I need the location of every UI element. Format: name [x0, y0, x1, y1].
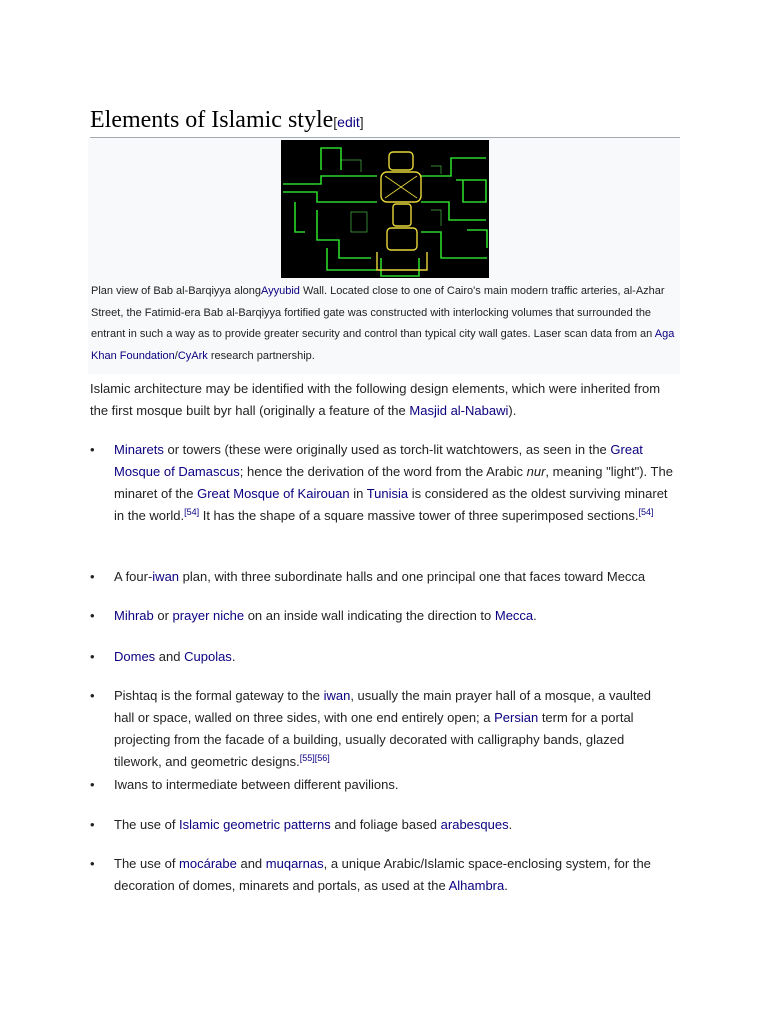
list-item-pishtaq: • Pishtaq is the formal gateway to the iwan, usually the main prayer hall of a mosque, a vaulted hall or space, walled on three sides, with one end entirely open; a Persian term for a portal projecting from the facade of a building, usually decorated with calligraphy bands, glazed tilework, and geometric designs.[55][56]	[114, 685, 674, 773]
link-cupolas[interactable]: Cupolas	[184, 649, 232, 664]
link-domes[interactable]: Domes	[114, 649, 156, 664]
list-item-geometric-patterns: • The use of Islamic geometric patterns and foliage based arabesques.	[114, 814, 674, 836]
link-mecca[interactable]: Mecca	[494, 608, 534, 623]
floor-plan-scan	[281, 140, 489, 278]
reference-56[interactable]: [56]	[314, 753, 330, 763]
reference-54[interactable]: [54]	[638, 507, 654, 517]
link-persian[interactable]: Persian	[494, 710, 539, 725]
link-iwan[interactable]: iwan	[152, 569, 180, 584]
figure-caption: Plan view of Bab al-Barqiyya alongAyyubid Wall. Located close to one of Cairo's main modern traffic arteries, al-Azhar Street, the Fatimid-era Bab al-Barqiyya fortified gate was constructed with interlocking volumes that surrounded the entrant in such a way as to provide greater security and control than typical city wall gates. Laser scan data from an Aga Khan Foundation/CyArk research partnership.	[91, 285, 675, 362]
link-great-mosque-of-kairouan[interactable]: Great Mosque of Kairouan	[197, 486, 350, 501]
link-muqarnas[interactable]: muqarnas	[265, 856, 324, 871]
link-mihrab[interactable]: Mihrab	[114, 608, 154, 623]
edit-section: [edit]	[333, 114, 364, 130]
link-tunisia[interactable]: Tunisia	[366, 486, 409, 501]
link-great-mosque-of-damascus[interactable]: Great Mosque of Damascus	[114, 442, 643, 479]
link-masjid-al-nabawi[interactable]: Masjid al-Nabawi	[409, 403, 509, 418]
link-cyark[interactable]: CyArk	[177, 349, 208, 362]
list-item-mocarabe: • The use of mocárabe and muqarnas, a unique Arabic/Islamic space-enclosing system, for the decoration of domes, minarets and portals, as used at the Alhambra.	[114, 853, 674, 897]
link-ayyubid[interactable]: Ayyubid	[260, 285, 300, 297]
link-aga-khan-foundation[interactable]: Aga Khan Foundation	[91, 328, 675, 362]
reference-54[interactable]: [54]	[184, 507, 200, 517]
list-item-iwans: • Iwans to intermediate between different pavilions.	[114, 774, 674, 796]
link-prayer-niche[interactable]: prayer niche	[172, 608, 245, 623]
edit-link[interactable]: edit	[337, 114, 360, 130]
link-islamic-geometric-patterns[interactable]: Islamic geometric patterns	[179, 817, 331, 832]
link-arabesques[interactable]: arabesques	[440, 817, 509, 832]
intro-paragraph: Islamic architecture may be identified with the following design elements, which were inherited from the first mosque built byr hall (originally a feature of the Masjid al-Nabawi).	[90, 381, 661, 418]
list-item-iwan-plan: • A four-iwan plan, with three subordinate halls and one principal one that faces toward Mecca	[114, 566, 674, 588]
link-minarets[interactable]: Minarets	[114, 442, 164, 457]
reference-55[interactable]: [55]	[299, 753, 315, 763]
plan-image[interactable]	[281, 140, 489, 278]
link-iwan[interactable]: iwan	[323, 688, 351, 703]
list-item-minarets: • Minarets or towers (these were originally used as torch-lit watchtowers, as seen in the Great Mosque of Damascus; hence the derivation of the word from the Arabic nur, meaning "light"). The minaret of the Great Mosque of Kairouan in Tunisia is considered as the oldest surviving minaret in the world.[54] It has the shape of a square massive tower of three superimposed sections.[54]	[114, 439, 674, 527]
section-title: Elements of Islamic style	[90, 107, 334, 133]
link-alhambra[interactable]: Alhambra	[448, 878, 505, 893]
figure	[88, 138, 680, 374]
list-item-mihrab: • Mihrab or prayer niche on an inside wall indicating the direction to Mecca.	[114, 605, 674, 627]
section-heading	[90, 104, 680, 138]
link-mocarabe[interactable]: mocárabe	[179, 856, 237, 871]
list-item-domes: • Domes and Cupolas.	[114, 646, 674, 668]
